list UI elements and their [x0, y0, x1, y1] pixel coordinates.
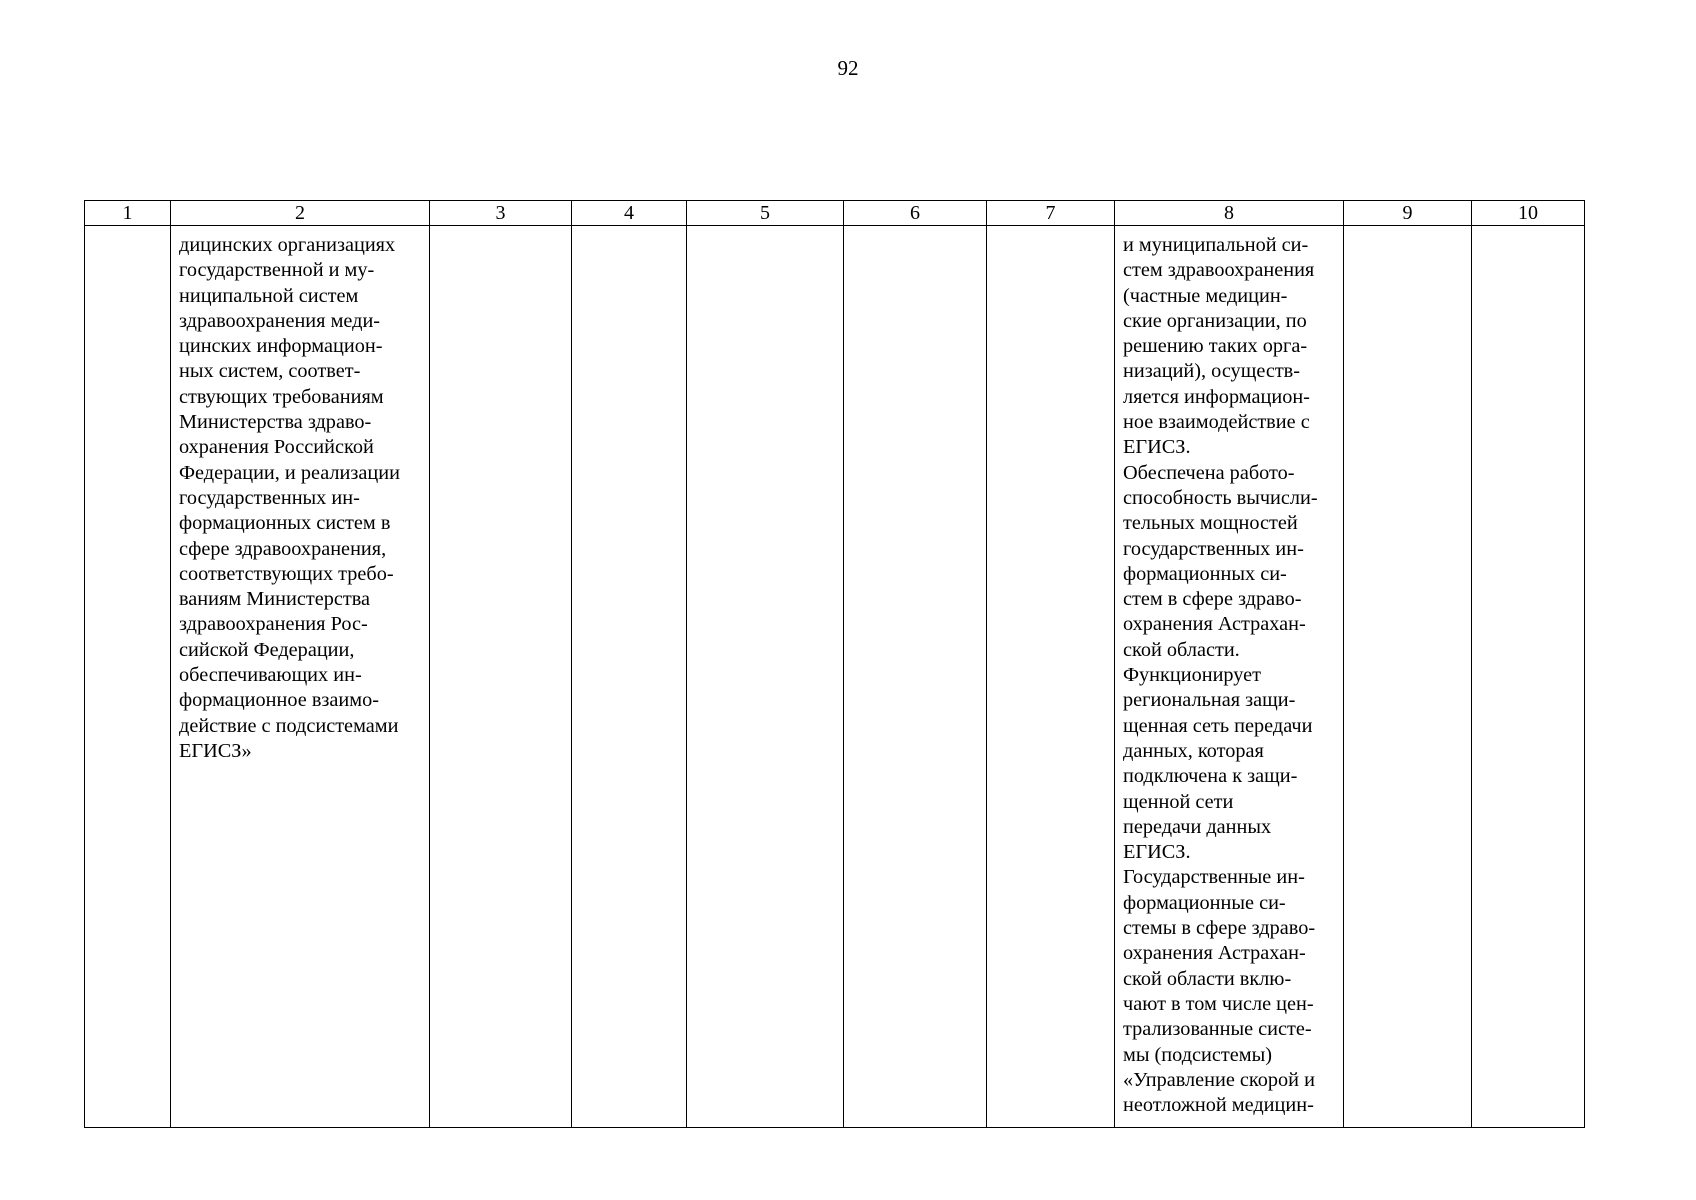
cell-text-line: решению таких орга- — [1123, 335, 1308, 358]
cell-text-line: мы (подсистемы) — [1123, 1043, 1272, 1066]
column-header-2: 2 — [171, 201, 430, 226]
cell-text-line: Министерства здраво- — [179, 411, 372, 434]
cell-text-line: государственной и му- — [179, 259, 375, 282]
cell-text-line: ное взаимодействие с — [1123, 411, 1310, 434]
table-row — [85, 226, 1585, 1128]
cell-text-line: подключена к защи- — [1123, 765, 1298, 788]
cell-text-line: формационное взаимо- — [179, 689, 379, 712]
cell-text-line: стемы в сфере здраво- — [1123, 917, 1316, 940]
cell-text-line: низаций), осуществ- — [1123, 360, 1301, 383]
cell-text-line: здравоохранения меди- — [179, 309, 381, 332]
cell-text-line: щенная сеть передачи — [1123, 714, 1313, 737]
cell-text-line: цинских информацион- — [179, 335, 383, 358]
cell-text-line: Государственные ин- — [1123, 866, 1305, 889]
cell-text-line: региональная защи- — [1123, 689, 1296, 712]
cell-text-line: Обеспечена работо- — [1123, 461, 1295, 484]
cell-text-line: ЕГИСЗ. — [1123, 841, 1191, 864]
cell-text-line: и муниципальной си- — [1123, 234, 1309, 256]
cell-text-line: здравоохранения Рос- — [179, 613, 368, 636]
cell-text-line: неотложной медицин- — [1123, 1094, 1314, 1117]
cell-col-9 — [1344, 226, 1472, 1128]
column-header-3: 3 — [430, 201, 572, 226]
cell-text-line: ваниям Министерства — [179, 588, 371, 611]
cell-text-line: обеспечивающих ин- — [179, 664, 362, 687]
cell-col-4 — [572, 226, 687, 1128]
cell-col-10 — [1472, 226, 1585, 1128]
cell-text-line: ЕГИСЗ. — [1123, 436, 1191, 459]
cell-col-8-text — [1115, 226, 1343, 1118]
column-header-6: 6 — [844, 201, 987, 226]
cell-text-line: способность вычисли- — [1123, 486, 1318, 509]
cell-text-line: тельных мощностей — [1123, 512, 1298, 535]
cell-col-5 — [687, 226, 844, 1128]
cell-text-line: охранения Астрахан- — [1123, 613, 1306, 636]
cell-text-line: ниципальной систем — [179, 284, 359, 307]
column-header-5: 5 — [687, 201, 844, 226]
cell-text-line: дицинских организациях — [179, 234, 396, 256]
header-row — [85, 201, 1585, 226]
cell-text-line: (частные медицин- — [1123, 284, 1288, 307]
cell-col-1 — [85, 226, 171, 1128]
cell-text-line: данных, которая — [1123, 739, 1264, 762]
cell-text-line: государственных ин- — [179, 486, 360, 509]
cell-text-line: государственных ин- — [1123, 537, 1304, 560]
cell-col-6 — [844, 226, 987, 1128]
cell-text-line: «Управление скорой и — [1123, 1068, 1315, 1091]
cell-col-3 — [430, 226, 572, 1128]
cell-text-line: передачи данных — [1123, 815, 1272, 838]
column-header-7: 7 — [987, 201, 1115, 226]
cell-text-line: ской области вклю- — [1123, 967, 1292, 990]
cell-text-line: сфере здравоохранения, — [179, 537, 387, 560]
cell-text-line: действие с подсистемами — [179, 714, 399, 737]
data-table — [84, 200, 1585, 1128]
column-header-1: 1 — [85, 201, 171, 226]
cell-text-line: Функционирует — [1123, 664, 1262, 687]
cell-text-line: ствующих требованиям — [179, 385, 384, 408]
cell-text-line: ской области. — [1123, 638, 1240, 661]
cell-col-7 — [987, 226, 1115, 1128]
column-header-4: 4 — [572, 201, 687, 226]
cell-text-line: ляется информацион- — [1123, 385, 1310, 408]
column-header-9: 9 — [1344, 201, 1472, 226]
cell-text-line: охранения Российской — [179, 436, 374, 459]
cell-text-line: чают в том числе цен- — [1123, 992, 1314, 1015]
cell-text-line: трализованные систе- — [1123, 1018, 1312, 1041]
cell-text-line: стем здравоохранения — [1123, 259, 1315, 282]
cell-text-line: охранения Астрахан- — [1123, 942, 1306, 965]
page-number: 92 — [837, 56, 859, 80]
cell-text-line: ЕГИСЗ» — [179, 739, 252, 762]
cell-col-2-text — [171, 226, 429, 764]
cell-text-line: щенной сети — [1123, 790, 1234, 813]
cell-col-8 — [1115, 226, 1344, 1128]
cell-col-2 — [171, 226, 430, 1128]
cell-text-line: формационные си- — [1123, 891, 1286, 914]
cell-text-line: формационных систем в — [179, 512, 391, 535]
cell-text-line: стем в сфере здраво- — [1123, 588, 1302, 611]
column-header-10: 10 — [1472, 201, 1585, 226]
cell-text-line: Федерации, и реализации — [179, 461, 400, 484]
cell-text-line: формационных си- — [1123, 562, 1287, 585]
cell-text-line: ские организации, по — [1123, 309, 1307, 332]
column-header-8: 8 — [1115, 201, 1344, 226]
cell-text-line: сийской Федерации, — [179, 638, 355, 661]
cell-text-line: соответствующих требо- — [179, 562, 394, 585]
cell-text-line: ных систем, соответ- — [179, 360, 361, 383]
